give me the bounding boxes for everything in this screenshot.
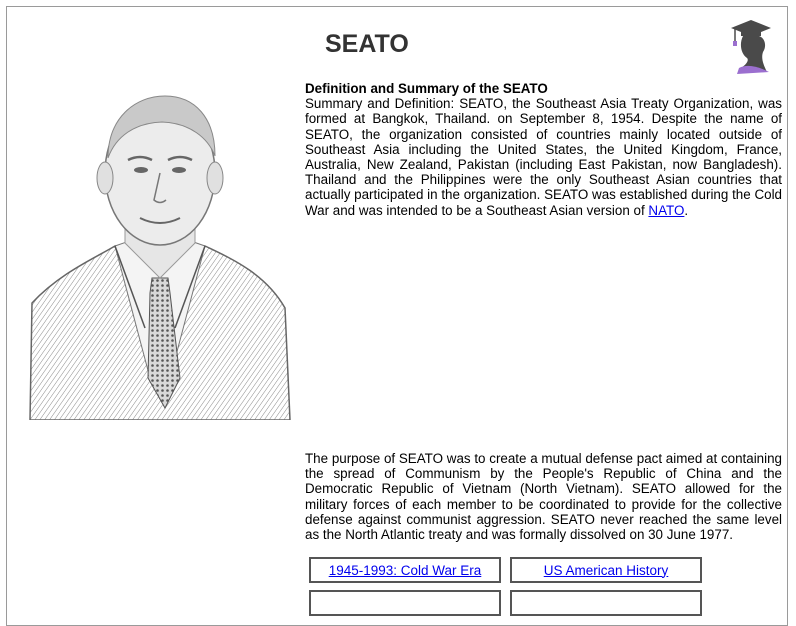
definition-section [305,81,782,218]
us-american-history-button[interactable]: US American History [510,557,702,583]
nav-button-placeholder-left[interactable] [309,590,501,616]
cold-war-era-button[interactable]: 1945-1993: Cold War Era [309,557,501,583]
definition-text: Summary and Definition: SEATO, the Southeast Asia Treaty Organization, was formed at Bangkok, Thailand. on September 8, 1954. Despite the name of SEATO, the organization consisted of countries mainly located outside of Southeast Asia including the United States, the United Kingdom, France, Australia, New Zealand, Pakistan (including East Pakistan, now Bangladesh). Thailand and the Philippines were the only Southeast Asian countries that actually participated in the organization. SEATO was established during the Cold War and was intended to be a Southeast Asian version of [305,96,782,218]
page-title: SEATO [325,30,409,58]
nav-button-placeholder-right[interactable] [510,590,702,616]
nato-link[interactable]: NATO [648,202,685,218]
section-heading: Definition and Summary of the SEATO [305,81,548,96]
definition-paragraph [305,96,782,218]
portrait-sketch-icon [20,78,302,420]
graduate-silhouette-icon [727,18,773,74]
purpose-paragraph: The purpose of SEATO was to create a mutual defense pact aimed at containing the spread of Communism by the People's Republic of China and the Democratic Republic of Vietnam (North Vietnam). SEATO allowed for the military forces of each member to be coordinated to provide for the collective defense against communist aggression. SEATO never reached the same level as the North Atlantic treaty and was formally dissolved on 30 June 1977. [305,451,782,543]
definition-tail: . [684,202,689,218]
